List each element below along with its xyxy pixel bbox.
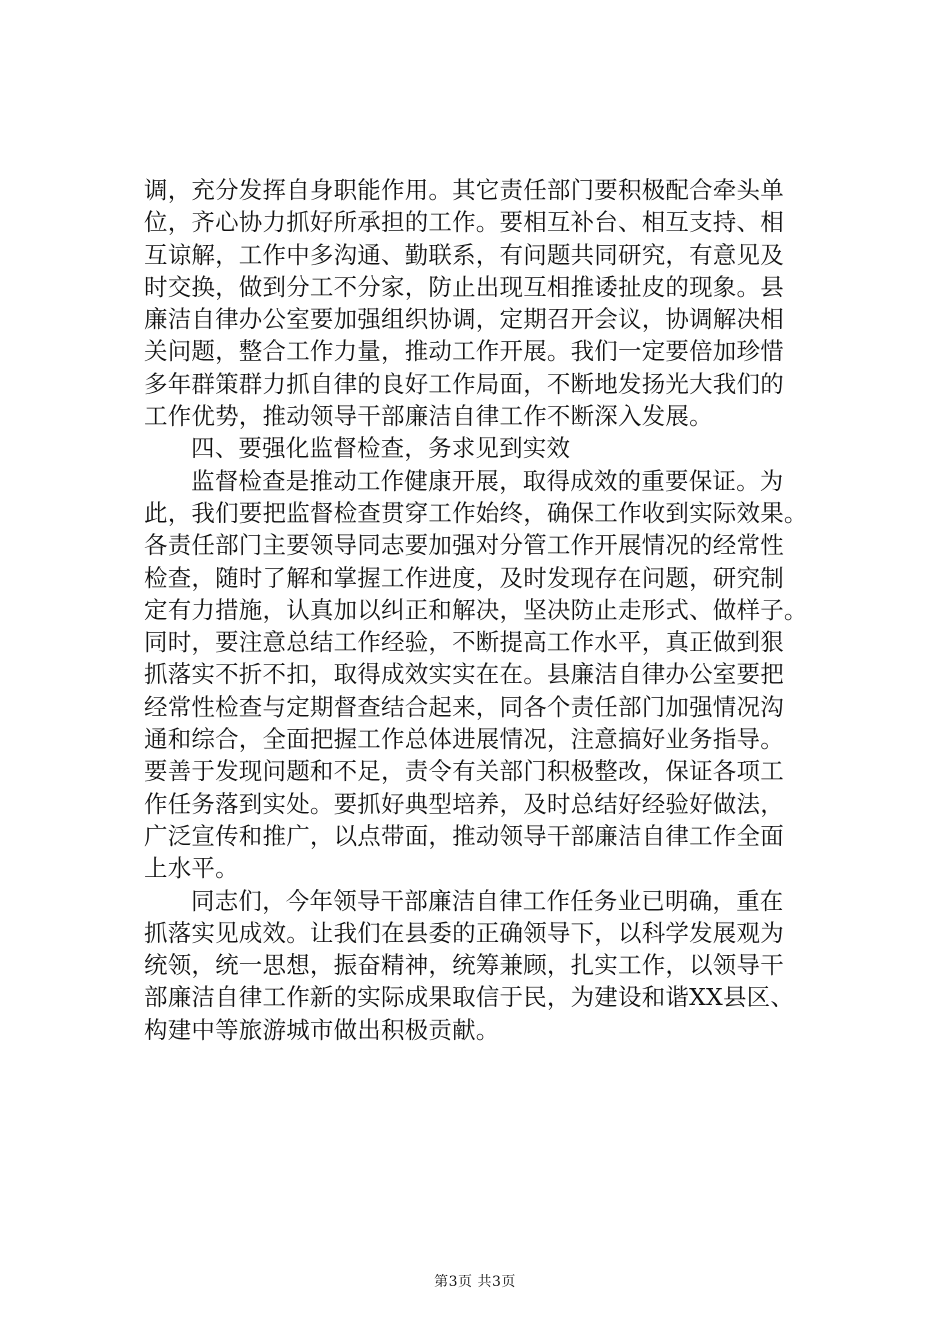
text-line: 调，充分发挥自身职能作用。其它责任部门要积极配合牵头单 (144, 176, 784, 204)
text-line: 检查，随时了解和掌握工作进度，及时发现存在问题，研究制 (144, 563, 784, 592)
text-line: 廉洁自律办公室要加强组织协调，定期召开会议，协调解决相 (144, 305, 784, 334)
text-line: 部廉洁自律工作新的实际成果取信于民，为建设和谐XX县区、 (144, 983, 795, 1012)
text-line: 广泛宣传和推广，以点带面，推动领导干部廉洁自律工作全面 (144, 821, 784, 850)
text-line: 互谅解，工作中多沟通、勤联系，有问题共同研究，有意见及 (144, 240, 784, 269)
text-line: 构建中等旅游城市做出积极贡献。 (144, 1015, 500, 1044)
text-line: 抓落实不折不扣，取得成效实实在在。县廉洁自律办公室要把 (144, 660, 784, 689)
text-line: 此，我们要把监督检查贯穿工作始终，确保工作收到实际效果。 (144, 498, 808, 527)
text-line: 多年群策群力抓自律的良好工作局面，不断地发扬光大我们的 (144, 369, 784, 398)
text-line: 同时，要注意总结工作经验，不断提高工作水平，真正做到狠 (144, 628, 784, 657)
text-line: 同志们，今年领导干部廉洁自律工作任务业已明确，重在 (191, 886, 784, 915)
text-line: 作任务落到实处。要抓好典型培养，及时总结好经验好做法， (144, 789, 784, 818)
text-line: 统领，统一思想，振奋精神，统筹兼顾，扎实工作，以领导干 (144, 951, 784, 980)
text-line: 工作优势，推动领导干部廉洁自律工作不断深入发展。 (144, 402, 713, 431)
text-line: 上水平。 (144, 854, 239, 883)
text-line: 关问题，整合工作力量，推动工作开展。我们一定要倍加珍惜 (144, 337, 784, 366)
text-line: 抓落实见成效。让我们在县委的正确领导下，以科学发展观为 (144, 918, 784, 947)
text-line: 经常性检查与定期督查结合起来，同各个责任部门加强情况沟 (144, 692, 784, 721)
body-text (144, 174, 844, 1046)
text-line: 定有力措施，认真加以纠正和解决，坚决防止走形式、做样子。 (144, 595, 808, 624)
text-line: 位，齐心协力抓好所承担的工作。要相互补台、相互支持、相 (144, 208, 784, 237)
section-heading: 四、要强化监督检查，务求见到实效 (191, 434, 571, 463)
text-line: 时交换，做到分工不分家，防止出现互相推诿扯皮的现象。县 (144, 272, 784, 301)
text-line: 要善于发现问题和不足，责令有关部门积极整改，保证各项工 (144, 757, 784, 786)
text-line: 各责任部门主要领导同志要加强对分管工作开展情况的经常性 (144, 531, 784, 560)
page-number-footer: 第3页 共3页 (434, 1274, 516, 1290)
text-line: 通和综合，全面把握工作总体进展情况，注意搞好业务指导。 (144, 725, 784, 754)
text-line: 监督检查是推动工作健康开展，取得成效的重要保证。为 (191, 466, 784, 495)
